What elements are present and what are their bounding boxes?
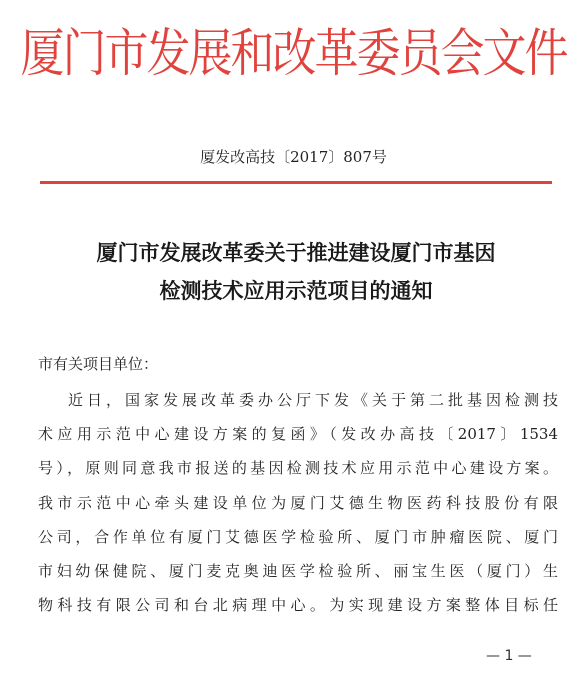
- body-line-5: 公司，合作单位有厦门艾德医学检验所、厦门市肿瘤医院、厦门: [38, 527, 558, 546]
- body-line-4: 我市示范中心牵头建设单位为厦门艾德生物医药科技股份有限: [38, 493, 558, 512]
- notice-title-line-2: 检测技术应用示范项目的通知: [159, 278, 433, 303]
- body-line-3: 号），原则同意我市报送的基因检测技术应用示范中心建设方案。: [38, 459, 558, 478]
- red-divider-line: [40, 181, 552, 184]
- body-line-2: 术应用示范中心建设方案的复函》（发改办高技〔2017〕1534: [38, 425, 558, 444]
- notice-body: [38, 345, 558, 622]
- body-line-1: 近日，国家发展改革委办公厅下发《关于第二批基因检测技: [68, 391, 558, 409]
- page-number: — 1 —: [486, 648, 532, 664]
- body-line-6: 市妇幼保健院、厦门麦克奥迪医学检验所、丽宝生医（厦门）生: [38, 561, 558, 580]
- notice-title: [36, 234, 556, 310]
- salutation: 市有关项目单位：: [38, 355, 159, 373]
- body-line-7: 物科技有限公司和台北病理中心。为实现建设方案整体目标任: [38, 596, 558, 615]
- notice-title-line-1: 厦门市发展改革委关于推进建设厦门市基因: [96, 240, 496, 265]
- issuing-organization-header: 厦门市发展和改革委员会文件: [20, 23, 567, 84]
- document-number: 厦发改高技〔2017〕807号: [200, 148, 387, 166]
